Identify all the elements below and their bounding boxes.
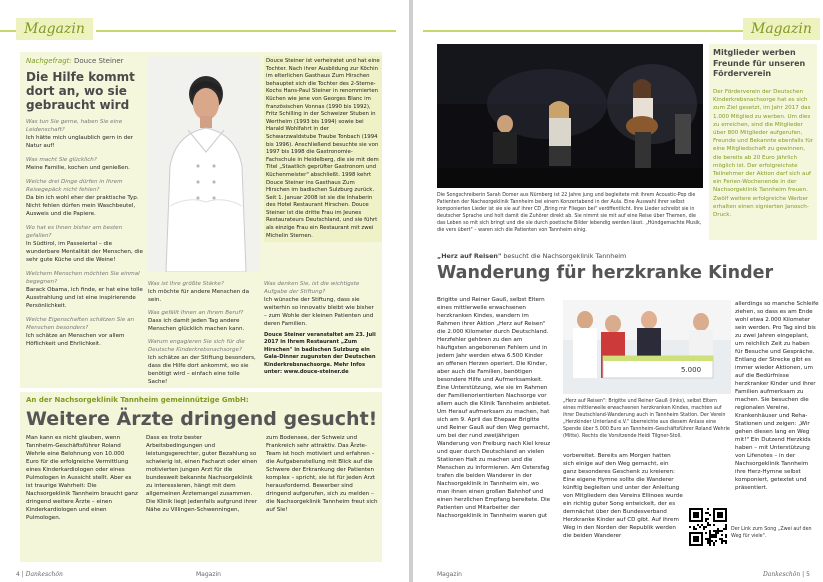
foerderverein-body: Der Förderverein der Deutschen Kinderkrebsnachsorge hat es sich zum Ziel gesetzt, im Jahr 2017 das 1.000 Mitglied zu werben. Um dies zu erreichen, sind die Mitglieder über 800 Mitglieder aufgerufen, Freunde und Bekannte ebenfalls für eine Mitgliedschaft zu gewinnen, die bereits ab 20 Euro jährlich möglich ist. Der erfolgreichste Teilnehmer der Aktion darf sich auf ein Ferien-Wochenende in der Nachsorgeklinik Tannheim freuen. Zwölf weitere erfolgreiche Werber erhalten einen signierten Janosch-Druck. xyxy=(713,89,814,219)
answer: Barack Obama, ich finde, er hat eine tolle Ausstrahlung und ist eine inspirierende Persönlichkeit. xyxy=(26,287,143,309)
article-col-2: vorbereitet. Bereits am Morgen hatten sich einige auf den Weg gemacht, ein ganz besonderes Geschenk zu kreieren: Eine eigene Hymne sollte die Wanderer künftig begleiten und unter der Anleitung von Mitgliedern des Vereins Ellinoes wurde ein richtig guter Song entwickelt, der es demnächst über den Bundesverband Herzkranke Kinder auf CD gibt. Auf ihrem Weg in den Norden der Republik werden die beiden Wanderer xyxy=(563,453,683,539)
answer: Da bin ich wohl eher der praktische Typ. Nicht fehlen dürfen mein Waschbeutel, Ausweis und die Papiere. xyxy=(26,195,139,217)
question: Was denken Sie, ist die wichtigste Aufgabe der Stiftung? xyxy=(264,281,360,295)
left-page xyxy=(0,0,409,582)
page-number: 4 xyxy=(16,571,20,578)
kicker-rest: besucht die Nachsorgeklinik Tannheim xyxy=(503,252,627,260)
concert-photo xyxy=(437,44,703,188)
question: Wo hat es Ihnen bisher am besten gefallen? xyxy=(26,225,123,239)
interview-headline: Die Hilfe kommt dort an, wo sie gebraucht wird xyxy=(26,70,135,112)
answer: Ich wünsche der Stiftung, dass sie weiterhin so innovativ bleibt wie bisher – zum Wohle der kleinen Patienten und deren Familien. xyxy=(264,297,374,327)
interview-right-col xyxy=(264,280,378,328)
kicker-label: Nachgefragt: xyxy=(26,57,72,65)
bio-box: Douce Steiner ist verheiratet und hat eine Tochter. Nach ihrer Ausbildung zur Köchin im elterlichen Gasthaus Zum Hirschen behauptet sich die Tochter des 2-Sterne-Kochs Hans-Paul Steiner in renommierten Küchen wie jene von Georges Blanc im französischen Vonnas (1990 bis 1992), Fritz Schilling in der Schweizer Stuben in Wertheim (1993 bis 1994) sowie bei Harald Wohlfahrt in der Schwarzwaldstube Traube Tonbach (1994 bis 1996). Anschließend besuchte sie von 1997 bis 1998 die Gastronomie-Fachschule in Heidelberg, die sie mit dem Titel „Staatlich geprüfter Gastronom und Küchenmeister" abschließt. 1998 kehrt Douce Steiner ins Gasthaus Zum Hirschen im badischen Sulzburg zurück. Seit 1. Januar 2008 ist sie die Inhaberin des Hotel Restaurant Hirschen. Douce Steiner ist die dritte Frau im Jeunes Restaurateurs Deutschland, und sie führt als einzige Frau ein Restaurant mit zwei Michelin Sternen. xyxy=(264,56,382,242)
tab-line xyxy=(0,30,16,32)
answer: In Südtirol, im Passeiertal – die wunderbare Mentalität der Menschen, die sehr gute Küche und die Weine! xyxy=(26,241,143,263)
left-footer: 4 | Dankeschön xyxy=(16,571,63,578)
tab-line xyxy=(423,30,743,32)
question: Was tun Sie gerne, haben Sie eine Leidenschaft? xyxy=(26,119,123,133)
doctors-col-1: Man kann es nicht glauben, wenn Tannheim-Geschäftsführer Roland Wehrle eine Belohnung von 10.000 Euro für die erfolgreiche Vermittlung eines Kinderkardiologen oder eines Pulmologen in Aussicht stellt. Aber es ist traurige Wahrheit: Die Nachsorgeklinik Tannheim braucht ganz dringend weitere Ärzte – einen Kinderkardiologen und einen Pulmologen. xyxy=(26,435,138,521)
chef-portrait-photo xyxy=(148,56,260,272)
question: Welche Eigenschaften schätzen Sie an Menschen besonders? xyxy=(26,317,135,331)
question: Welche drei Dinge dürfen in Ihrem Reisegepäck nicht fehlen? xyxy=(26,179,123,193)
answer: Ich schätze an der Stiftung besonders, dass die Hilfe dort ankommt, wo sie benötigt wird – einfach eine tolle Sache! xyxy=(148,355,256,385)
interview-qa xyxy=(26,118,146,348)
cheque-caption: „Herz auf Reisen": Brigitte und Reiner Gauß (links), selbst Eltern eines mittlerweile erwachsenen herzkranken Kindes, machten auf ihrer Deutschland-Wanderung auch in Tannheim Station. Der Verein „Herzkinder Unterland e.V." überreichte aus diesem Anlass eine Spende über 5.000 Euro an Tannheim-Geschäftsführer Roland Wehrle (Mitte). Rechts die Vorsitzende Heidi Tilgner-Stoll. xyxy=(563,399,730,439)
article-col-1: Brigitte und Reiner Gauß, selbst Eltern eines mittlerweile erwachsenen herzkranken Kindes, wandern im Rahmen ihrer Aktion „Herz auf Reisen" die 2.000 Kilometer durch Deutschland. Herzfehler gehören zu den am häufigsten angeborenen Fehlern und in jedem Jahr werden etwa 6.500 Kinder an offenen Herzen operiert. Die Kinder, aber auch die Familien, benötigen besondere Hilfe und Aufmerksamkeit. Eine Unterstützung, wie sie im Rahmen der Familienorientierten Nachsorge vor allem auch die Klinik Tannheim anbietet. Um Herauf aufmerksam zu machen, hat sich am 9. April das Ehepaar Brigitte und Reiner Gauß auf den Weg gemacht, um bei der rund zweijährigen Wanderung von Freiburg nach Kiel kreuz und quer durch Deutschland an vielen Stationen Halt zu machen und die Menschen zu informieren. Am Ostersfag trafen die beiden Wanderer in der Nachsorgeklinik in Tannheim ein, wo man ihnen einen großen Bahnhof und einen herzlichen Empfang bereitete. Die Patienten und Mitarbeiter der Nachsorgeklinik in Tannheim waren gut xyxy=(437,297,551,519)
answer: Ich schätze an Menschen vor allem Höflichkeit und Ehrlichkeit. xyxy=(26,333,125,347)
interview-mid-col xyxy=(148,280,260,386)
cheque-handover-photo xyxy=(563,300,731,394)
magazin-tab: Magazin xyxy=(743,18,820,40)
qr-caption: Der Link zum Song „Zwei auf den Weg für viele". xyxy=(731,527,812,539)
footer-section: Magazin xyxy=(196,571,221,578)
interview-left-col xyxy=(26,56,146,348)
question: Welchem Menschen möchten Sie einmal begegnen? xyxy=(26,271,140,285)
answer: Dass ich damit jeden Tag andere Menschen glücklich machen kann. xyxy=(148,318,245,332)
question: Was gefällt Ihnen an Ihrem Beruf? xyxy=(148,310,244,316)
answer: Meine Familie, kochen und genießen. xyxy=(26,165,130,171)
article-headline: Wanderung für herzkranke Kinder xyxy=(437,263,774,283)
kicker-name: Douce Steiner xyxy=(73,57,124,65)
article-col-3: allerdings so manche Schleife ziehen, so dass es am Ende wohl etwa 2.000 Kilometer sein werden. Pro Tag sind bis zu zwei Jahren eingeplant, um reichlich Zeit zu haben für Besuche und Gespräche. Entlang der Strecke gibt es immer wieder Aktionen, um auf die Bedürfnisse herzkranker Kinder und ihrer Familien aufmerksam zu machen. Sie besuchen die regionalen Vereine, Krankenhäuser und Reha-Stationen und zeigen: „Wir gehen diesen lang en Weg mit!" Ein Dutzend Herzkids haben – mit Unterstützung von Lifenotes – in der Nachsorgeklinik Tannheim ihre Herz-Hymne selbst komponiert, getextet und präsentiert. xyxy=(735,301,819,491)
question: Was ist Ihre größte Stärke? xyxy=(148,281,224,287)
right-footer: Dankeschön | 5 xyxy=(763,571,810,578)
page-number: 5 xyxy=(806,571,810,578)
cheque-amount: 5.000 xyxy=(681,366,702,374)
interview-kicker xyxy=(26,56,146,66)
doctors-kicker: An der Nachsorgeklinik Tannheim gemeinnützige GmbH: xyxy=(26,396,249,404)
magazin-tab: Magazin xyxy=(16,18,93,40)
event-note: Douce Steiner veranstaltet am 23. Juli 2017 in Ihrem Restaurant „Zum Hirschen" in badischen Sulzburg ein Gala-Dinner zugunsten der Deutschen Kinderkrebsnachsorge. Mehr Infos unter: www.douce-steiner.de xyxy=(264,332,376,376)
tab-line xyxy=(96,30,396,32)
footer-section: Magazin xyxy=(437,571,462,578)
concert-caption: Die Songschreiberin Sarah Domer aus Nürnberg ist 22 Jahre jung und begleitete mit ihrem Acoustic-Pop die Patienten der Nachsorgeklinik Tannheim bei einem Konzertabend in der Aula. Eine Auswahl ihrer selbst komponierten Lieder ist sie sie auf ihrer CD „Bring mir Fliegen bei" veröffentlicht. Ihre Lieder schreibt sie in deutscher Sprache und holt damit die Zuhörer direkt ab. Sie nimmt sie mit auf eine Reise über Themen, die das Leben so mit sich bringt und die sie durch poetische Bilder lebendig werden lässt. „Hündgemachte Musik, die vers übert" – waren sich die Patienten von Tannheim einig. xyxy=(437,193,702,233)
answer: Ich hätte mich unglaublich gern in der Natur auf! xyxy=(26,135,133,149)
right-page xyxy=(413,0,823,582)
doctors-headline: Weitere Ärzte dringend gesucht! xyxy=(26,408,378,430)
footer-brand: Dankeschön xyxy=(763,571,801,578)
doctors-col-3: zum Bodensee, der Schweiz und Frankreich sehr attraktiv. Das Ärzte-Team ist hoch motiviert und erfahren – die Aufgabenstellung mit Blick auf die Schwere der Erkrankung der Patienten komplex – spricht, sie ist für jeden Arzt herausfordernd. Bewerber sind dringend aufgerufen, sich zu melden – die Nachsorgeklinik Tannheim freut sich auf Sie! xyxy=(266,435,378,513)
doctors-col-2: Dass es trotz bester Arbeitsbedingungen und leistungsgerechter, guter Bezahlung so schwierig ist, einen Facharzt oder einen motivierten jungen Arzt für die bundesweit bekannte Nachsorgeklinik zu interessieren, hängt mit dem allgemeinen Ärztemangel zusammen. Die Klinik liegt jedenfalls aufgrund ihrer Nähe zu Villingen-Schwenningen, xyxy=(146,435,258,513)
qr-code[interactable] xyxy=(689,508,727,546)
question: Was macht Sie glücklich? xyxy=(26,157,97,163)
kicker-bold: „Herz auf Reisen" xyxy=(437,252,502,260)
foerderverein-headline: Mitglieder werben Freunde für unseren Förderverein xyxy=(713,48,806,78)
question: Warum engagieren Sie sich für die Deutsche Kinderkrebsnachsorge? xyxy=(148,339,245,353)
answer: Ich möchte für andere Menschen da sein. xyxy=(148,289,249,303)
footer-brand: Dankeschön xyxy=(25,571,63,578)
article-kicker xyxy=(437,252,737,260)
